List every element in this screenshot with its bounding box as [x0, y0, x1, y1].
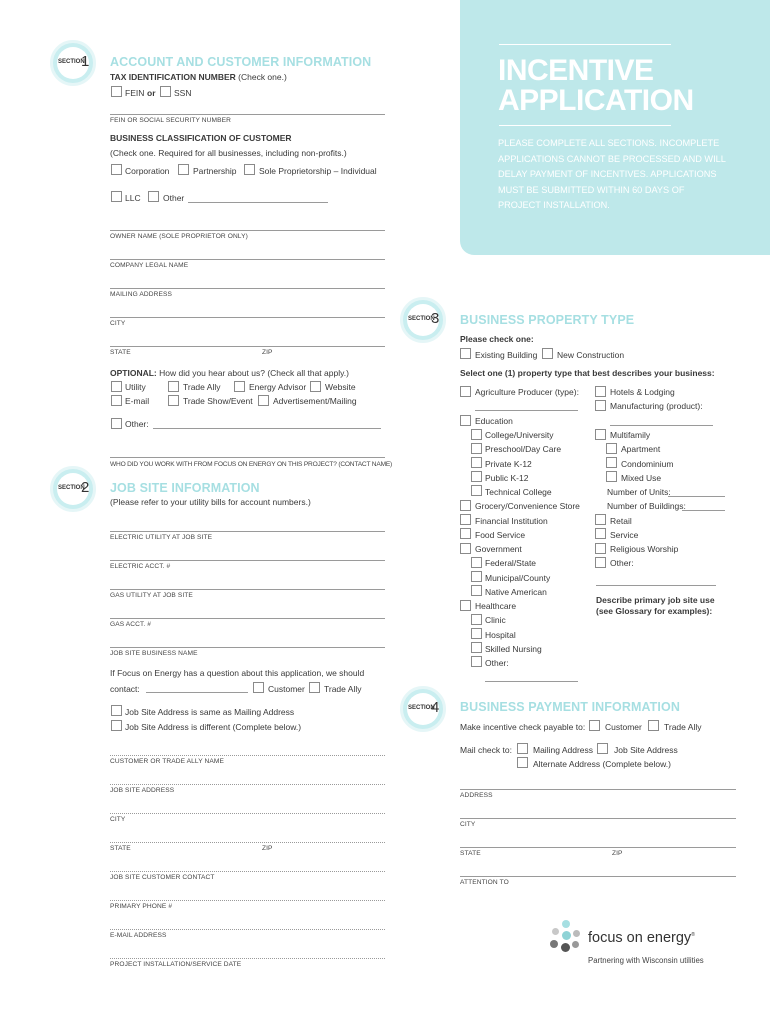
gas-utility-label: GAS UTILITY AT JOB SITE: [110, 592, 193, 599]
other-class-label: Other: [163, 193, 185, 203]
mailing-address-line[interactable]: [110, 288, 385, 289]
condominium-label: Condominium: [621, 459, 674, 469]
job-state-zip-line[interactable]: [110, 842, 385, 843]
energy-advisor-label: Energy Advisor: [249, 382, 307, 392]
trade-ally-label: Trade Ally: [183, 382, 221, 392]
payable-trade-ally-checkbox[interactable]: [648, 720, 659, 731]
other-source-line[interactable]: [153, 428, 381, 429]
phone-line[interactable]: [110, 900, 385, 901]
email-checkbox[interactable]: [111, 395, 122, 406]
mail-to-label: Mail check to:: [460, 745, 512, 755]
section-2-title: JOB SITE INFORMATION: [110, 481, 260, 495]
sole-proprietorship-label: Sole Proprietorship – Individual: [259, 166, 377, 176]
owner-name-line[interactable]: [110, 230, 385, 231]
mixed-use-label: Mixed Use: [621, 473, 662, 483]
install-date-line[interactable]: [110, 958, 385, 959]
company-name-line[interactable]: [110, 259, 385, 260]
energy-advisor-checkbox[interactable]: [234, 381, 245, 392]
religious-checkbox[interactable]: [595, 543, 606, 554]
different-address-checkbox[interactable]: [111, 720, 122, 731]
other-source-checkbox[interactable]: [111, 418, 122, 429]
private-k12-checkbox[interactable]: [471, 457, 482, 468]
job-site-note: (Please refer to your utility bills for account numbers.): [110, 497, 311, 507]
advertisement-checkbox[interactable]: [258, 395, 269, 406]
business-name-line[interactable]: [110, 647, 385, 648]
contact-customer-checkbox[interactable]: [253, 682, 264, 693]
customer-name-label: CUSTOMER OR TRADE ALLY NAME: [110, 758, 224, 765]
ssn-label: SSN: [174, 88, 192, 98]
section-1-title: ACCOUNT AND CUSTOMER INFORMATION: [110, 55, 372, 69]
state-label: STATE: [110, 349, 131, 356]
apartment-label: Apartment: [621, 444, 661, 454]
gas-acct-line[interactable]: [110, 618, 385, 619]
gas-utility-line[interactable]: [110, 589, 385, 590]
partnership-checkbox[interactable]: [178, 164, 189, 175]
llc-label: LLC: [125, 193, 141, 203]
preschool-label: Preschool/Day Care: [485, 444, 562, 454]
tax-id-label: TAX IDENTIFICATION NUMBER (Check one.): [110, 72, 287, 82]
job-state-label: STATE: [110, 845, 131, 852]
mail-job-site-checkbox[interactable]: [597, 743, 608, 754]
website-checkbox[interactable]: [310, 381, 321, 392]
or-label: or: [147, 88, 156, 98]
hotels-checkbox[interactable]: [595, 386, 606, 397]
healthcare-other-checkbox[interactable]: [471, 656, 482, 667]
college-label: College/University: [485, 430, 554, 440]
email-line[interactable]: [110, 929, 385, 930]
technical-college-label: Technical College: [485, 487, 552, 497]
financial-checkbox[interactable]: [460, 514, 471, 525]
electric-utility-line[interactable]: [110, 531, 385, 532]
city-line[interactable]: [110, 317, 385, 318]
agriculture-checkbox[interactable]: [460, 386, 471, 397]
install-date-label: PROJECT INSTALLATION/SERVICE DATE: [110, 961, 242, 968]
partnership-label: Partnership: [193, 166, 237, 176]
electric-utility-label: ELECTRIC UTILITY AT JOB SITE: [110, 534, 213, 541]
financial-label: Financial Institution: [475, 516, 548, 526]
electric-acct-line[interactable]: [110, 560, 385, 561]
section-4-title: BUSINESS PAYMENT INFORMATION: [460, 700, 680, 714]
pay-city-line[interactable]: [460, 818, 736, 819]
page-title-line2: APPLICATION: [498, 84, 694, 117]
trade-show-checkbox[interactable]: [168, 395, 179, 406]
mail-job-site-label: Job Site Address: [614, 745, 678, 755]
section-2-badge: SECTION 2: [50, 466, 96, 512]
grocery-checkbox[interactable]: [460, 500, 471, 511]
mailing-address-label: MAILING ADDRESS: [110, 291, 172, 298]
number-of-units-line[interactable]: [668, 496, 725, 497]
job-contact-label: JOB SITE CUSTOMER CONTACT: [110, 874, 215, 881]
corporation-checkbox[interactable]: [111, 164, 122, 175]
job-contact-line[interactable]: [110, 871, 385, 872]
classification-note: (Check one. Required for all businesses, including non-profits.): [110, 148, 347, 158]
skilled-nursing-checkbox[interactable]: [471, 642, 482, 653]
new-construction-label: New Construction: [557, 350, 625, 360]
trade-show-label: Trade Show/Event: [183, 396, 253, 406]
section-3-badge: SECTION 3: [400, 297, 446, 343]
page-title-line1: INCENTIVE: [498, 54, 654, 87]
payable-customer-checkbox[interactable]: [589, 720, 600, 731]
instructions: PLEASE COMPLETE ALL SECTIONS. INCOMPLETE APPLICATIONS CANNOT BE PROCESSED AND WILL DELAY PAYMENT OF INCENTIVES. APPLICATIONS MUST BE SUBMITTED WITHIN 60 DAYS OF PROJECT INSTALLATION.: [498, 138, 726, 210]
retail-label: Retail: [610, 516, 632, 526]
payable-label: Make incentive check payable to:: [460, 722, 586, 732]
federal-state-checkbox[interactable]: [471, 557, 482, 568]
contact-trade-ally-label: Trade Ally: [324, 684, 362, 694]
phone-label: PRIMARY PHONE #: [110, 903, 173, 910]
same-as-mailing-checkbox[interactable]: [111, 705, 122, 716]
mail-mailing-address-checkbox[interactable]: [517, 743, 528, 754]
fein-ssn-field-label: FEIN OR SOCIAL SECURITY NUMBER: [110, 117, 231, 124]
job-address-label: JOB SITE ADDRESS: [110, 787, 175, 794]
contact-customer-label: Customer: [268, 684, 305, 694]
select-one-label: Select one (1) property type that best describes your business:: [460, 368, 715, 378]
job-zip-label: ZIP: [262, 845, 273, 852]
llc-checkbox[interactable]: [111, 191, 122, 202]
mail-alternate-checkbox[interactable]: [517, 757, 528, 768]
different-address-label: Job Site Address is different (Complete below.): [125, 722, 302, 732]
skilled-nursing-label: Skilled Nursing: [485, 644, 542, 654]
number-of-buildings-label: Number of Buildings:: [607, 501, 686, 511]
existing-building-checkbox[interactable]: [460, 348, 471, 359]
healthcare-other-label: Other:: [485, 658, 509, 668]
focus-on-energy-logo-icon: [548, 920, 582, 956]
brand-name: focus on energy®: [588, 930, 695, 946]
pay-state-label: STATE: [460, 850, 481, 857]
zip-label: ZIP: [262, 349, 273, 356]
ssn-checkbox[interactable]: [160, 86, 171, 97]
grocery-label: Grocery/Convenience Store: [475, 501, 580, 511]
trade-ally-checkbox[interactable]: [168, 381, 179, 392]
food-service-checkbox[interactable]: [460, 528, 471, 539]
classification-label: BUSINESS CLASSIFICATION OF CUSTOMER: [110, 133, 292, 143]
contact-trade-ally-checkbox[interactable]: [309, 682, 320, 693]
education-checkbox[interactable]: [460, 415, 471, 426]
multifamily-label: Multifamily: [610, 430, 651, 440]
agriculture-label: Agriculture Producer (type):: [475, 387, 579, 397]
other-property-label: Other:: [610, 558, 634, 568]
business-name-label: JOB SITE BUSINESS NAME: [110, 650, 198, 657]
sole-proprietorship-checkbox[interactable]: [244, 164, 255, 175]
other-property-line[interactable]: [596, 585, 716, 586]
public-k12-label: Public K-12: [485, 473, 529, 483]
contact-line[interactable]: [146, 692, 248, 693]
public-k12-checkbox[interactable]: [471, 471, 482, 482]
healthcare-checkbox[interactable]: [460, 600, 471, 611]
incentive-application-panel: [460, 0, 770, 255]
other-source-label: Other:: [125, 419, 149, 429]
fein-label: FEIN: [125, 88, 145, 98]
pay-address-label: ADDRESS: [460, 792, 493, 799]
utility-checkbox[interactable]: [111, 381, 122, 392]
native-american-checkbox[interactable]: [471, 585, 482, 596]
gas-acct-label: GAS ACCT. #: [110, 621, 152, 628]
email-address-label: E-MAIL ADDRESS: [110, 932, 167, 939]
section-3-title: BUSINESS PROPERTY TYPE: [460, 313, 635, 327]
section-1-badge: SECTION 1: [50, 40, 96, 86]
same-as-mailing-label: Job Site Address is same as Mailing Address: [125, 707, 295, 717]
advertisement-label: Advertisement/Mailing: [273, 396, 357, 406]
state-zip-line[interactable]: [110, 346, 385, 347]
city-label: CITY: [110, 320, 126, 327]
existing-building-label: Existing Building: [475, 350, 538, 360]
number-of-buildings-line[interactable]: [682, 510, 725, 511]
service-label: Service: [610, 530, 639, 540]
manufacturing-label: Manufacturing (product):: [610, 401, 703, 411]
other-class-line[interactable]: [188, 202, 328, 203]
apartment-checkbox[interactable]: [606, 443, 617, 454]
healthcare-other-line[interactable]: [485, 681, 578, 682]
fein-checkbox[interactable]: [111, 86, 122, 97]
hotels-label: Hotels & Lodging: [610, 387, 675, 397]
owner-name-label: OWNER NAME (SOLE PROPRIETOR ONLY): [110, 233, 248, 240]
condominium-checkbox[interactable]: [606, 457, 617, 468]
healthcare-label: Healthcare: [475, 601, 517, 611]
municipal-checkbox[interactable]: [471, 571, 482, 582]
manufacturing-product-line[interactable]: [610, 425, 713, 426]
pay-city-label: CITY: [460, 821, 476, 828]
company-name-label: COMPANY LEGAL NAME: [110, 262, 189, 269]
who-worked-line[interactable]: [110, 457, 385, 458]
clinic-label: Clinic: [485, 615, 506, 625]
retail-checkbox[interactable]: [595, 514, 606, 525]
brand-tagline: Partnering with Wisconsin utilities: [588, 956, 704, 965]
pay-state-zip-line[interactable]: [460, 847, 736, 848]
native-american-label: Native American: [485, 587, 547, 597]
attention-line[interactable]: [460, 876, 736, 877]
preschool-checkbox[interactable]: [471, 443, 482, 454]
new-construction-checkbox[interactable]: [542, 348, 553, 359]
other-class-checkbox[interactable]: [148, 191, 159, 202]
website-label: Website: [325, 382, 356, 392]
technical-college-checkbox[interactable]: [471, 485, 482, 496]
customer-name-line[interactable]: [110, 755, 385, 756]
utility-label: Utility: [125, 382, 146, 392]
payable-trade-ally-label: Trade Ally: [664, 722, 702, 732]
multifamily-checkbox[interactable]: [595, 429, 606, 440]
other-property-checkbox[interactable]: [595, 557, 606, 568]
hospital-checkbox[interactable]: [471, 628, 482, 639]
municipal-label: Municipal/County: [485, 573, 551, 583]
federal-state-label: Federal/State: [485, 558, 537, 568]
manufacturing-checkbox[interactable]: [595, 400, 606, 411]
agriculture-type-line[interactable]: [475, 410, 578, 411]
mixed-use-checkbox[interactable]: [606, 471, 617, 482]
corporation-label: Corporation: [125, 166, 170, 176]
college-checkbox[interactable]: [471, 429, 482, 440]
contact-label: contact:: [110, 684, 140, 694]
job-city-label: CITY: [110, 816, 126, 823]
private-k12-label: Private K-12: [485, 459, 532, 469]
mail-mailing-address-label: Mailing Address: [533, 745, 594, 755]
check-one-label: Please check one:: [460, 334, 534, 344]
clinic-checkbox[interactable]: [471, 614, 482, 625]
optional-question: OPTIONAL: How did you hear about us? (Check all that apply.): [110, 368, 349, 378]
job-city-line[interactable]: [110, 813, 385, 814]
education-label: Education: [475, 416, 513, 426]
government-label: Government: [475, 544, 522, 554]
food-service-label: Food Service: [475, 530, 526, 540]
hospital-label: Hospital: [485, 630, 516, 640]
payable-customer-label: Customer: [605, 722, 642, 732]
email-label: E-mail: [125, 396, 150, 406]
job-address-line[interactable]: [110, 784, 385, 785]
section-4-badge: SECTION 4: [400, 686, 446, 732]
fein-ssn-line[interactable]: [110, 114, 385, 115]
pay-zip-label: ZIP: [612, 850, 623, 857]
contact-question: If Focus on Energy has a question about this application, we should: [110, 668, 365, 678]
government-checkbox[interactable]: [460, 543, 471, 554]
who-worked-label: WHO DID YOU WORK WITH FROM FOCUS ON ENERGY ON THIS PROJECT? (CONTACT NAME): [110, 461, 393, 468]
describe-use-note: (see Glossary for examples):: [596, 606, 713, 616]
service-checkbox[interactable]: [595, 528, 606, 539]
attention-label: ATTENTION TO: [460, 879, 509, 886]
mail-alternate-label: Alternate Address (Complete below.): [533, 759, 671, 769]
religious-label: Religious Worship: [610, 544, 679, 554]
electric-acct-label: ELECTRIC ACCT. #: [110, 563, 171, 570]
describe-use-label: Describe primary job site use: [596, 595, 715, 605]
pay-address-line[interactable]: [460, 789, 736, 790]
number-of-units-label: Number of Units:: [607, 487, 671, 497]
